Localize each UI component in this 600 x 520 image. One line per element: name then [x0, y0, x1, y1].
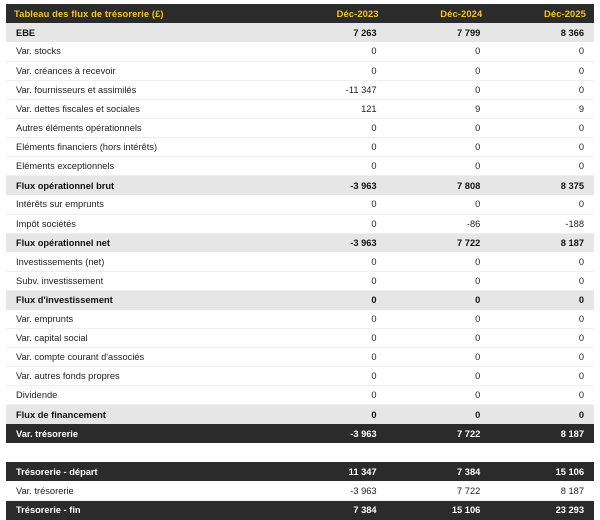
row-value-3: -188 — [490, 214, 594, 233]
table-row — [6, 500, 594, 519]
row-value-1: 11 347 — [283, 462, 387, 481]
row-value-3: 0 — [490, 61, 594, 80]
row-value-2: 0 — [387, 61, 491, 80]
row-value-3: 8 187 — [490, 233, 594, 252]
column-header-3: Déc-2025 — [544, 8, 586, 20]
row-value-1: -3 963 — [283, 424, 387, 443]
row-value-3: 0 — [490, 252, 594, 271]
row-label: Impôt sociétés — [6, 214, 283, 233]
table-header — [6, 4, 594, 23]
row-value-1: 121 — [283, 99, 387, 118]
row-value-3: 8 366 — [490, 23, 594, 42]
row-label: Trésorerie - départ — [6, 462, 283, 481]
row-label: Var. stocks — [6, 42, 283, 61]
table-row — [6, 386, 594, 405]
row-value-2: 7 799 — [387, 23, 491, 42]
table-row — [6, 481, 594, 500]
row-value-1: 0 — [283, 252, 387, 271]
row-value-2: 7 722 — [387, 424, 491, 443]
row-label: Var. autres fonds propres — [6, 367, 283, 386]
spacer-cell — [6, 443, 594, 462]
table-row — [6, 176, 594, 195]
table-body — [6, 23, 594, 519]
column-header-2: Déc-2024 — [440, 8, 483, 20]
row-value-3: 0 — [490, 42, 594, 61]
row-label: Var. créances à recevoir — [6, 61, 283, 80]
row-value-1: 0 — [283, 329, 387, 348]
row-value-3: 0 — [490, 119, 594, 138]
row-value-3: 23 293 — [490, 500, 594, 519]
table-row — [6, 138, 594, 157]
row-value-2: 0 — [387, 119, 491, 138]
row-value-1: 0 — [283, 367, 387, 386]
row-value-2: 0 — [387, 252, 491, 271]
row-value-2: 7 722 — [387, 233, 491, 252]
row-label: Eléments financiers (hors intérêts) — [6, 138, 283, 157]
table-row — [6, 348, 594, 367]
row-value-1: 0 — [283, 214, 387, 233]
row-value-2: 0 — [387, 271, 491, 290]
row-value-2: 0 — [387, 138, 491, 157]
row-value-2: 0 — [387, 80, 491, 99]
row-label: Var. compte courant d'associés — [6, 348, 283, 367]
header-row — [6, 4, 594, 23]
row-value-2: 0 — [387, 157, 491, 176]
row-value-1: 0 — [283, 138, 387, 157]
table-row — [6, 61, 594, 80]
row-value-1: 0 — [283, 157, 387, 176]
row-label: EBE — [6, 23, 283, 42]
row-value-1: 0 — [283, 386, 387, 405]
row-value-3: 0 — [490, 348, 594, 367]
row-value-3: 0 — [490, 195, 594, 214]
table-title: Tableau des flux de trésorerie (£) — [14, 8, 164, 20]
row-value-3: 8 187 — [490, 424, 594, 443]
row-value-2: 7 722 — [387, 481, 491, 500]
row-value-1: 0 — [283, 119, 387, 138]
row-value-1: -3 963 — [283, 481, 387, 500]
row-value-2: 0 — [387, 367, 491, 386]
row-value-2: 7 808 — [387, 176, 491, 195]
row-value-2: 0 — [387, 310, 491, 329]
table-row — [6, 80, 594, 99]
table-row — [6, 329, 594, 348]
row-value-1: 0 — [283, 310, 387, 329]
row-label: Flux opérationnel net — [6, 233, 283, 252]
table-row — [6, 214, 594, 233]
row-value-2: 0 — [387, 42, 491, 61]
row-value-2: 9 — [387, 99, 491, 118]
row-value-2: 7 384 — [387, 462, 491, 481]
row-value-1: 7 384 — [283, 500, 387, 519]
table-row — [6, 157, 594, 176]
row-value-3: 0 — [490, 157, 594, 176]
row-label: Autres éléments opérationnels — [6, 119, 283, 138]
row-value-1: -3 963 — [283, 176, 387, 195]
table-row — [6, 462, 594, 481]
row-value-3: 0 — [490, 271, 594, 290]
row-value-3: 9 — [490, 99, 594, 118]
row-value-2: 0 — [387, 290, 491, 309]
row-value-3: 0 — [490, 367, 594, 386]
row-value-3: 0 — [490, 310, 594, 329]
row-value-3: 15 106 — [490, 462, 594, 481]
row-value-1: 0 — [283, 195, 387, 214]
row-value-1: 0 — [283, 348, 387, 367]
column-header-1: Déc-2023 — [336, 8, 379, 20]
row-value-2: 0 — [387, 348, 491, 367]
row-value-1: 0 — [283, 271, 387, 290]
table-row — [6, 367, 594, 386]
row-value-3: 0 — [490, 386, 594, 405]
spacer-row — [6, 443, 594, 462]
row-value-1: 0 — [283, 42, 387, 61]
row-label: Eléments exceptionnels — [6, 157, 283, 176]
row-label: Var. emprunts — [6, 310, 283, 329]
row-value-1: 7 263 — [283, 23, 387, 42]
table-row — [6, 23, 594, 42]
row-label: Trésorerie - fin — [6, 500, 283, 519]
table-row — [6, 195, 594, 214]
table-row — [6, 405, 594, 424]
row-label: Var. fournisseurs et assimilés — [6, 80, 283, 99]
row-value-1: 0 — [283, 405, 387, 424]
row-value-1: -11 347 — [283, 80, 387, 99]
row-label: Flux opérationnel brut — [6, 176, 283, 195]
table-row — [6, 252, 594, 271]
row-value-3: 0 — [490, 80, 594, 99]
row-label: Flux d'investissement — [6, 290, 283, 309]
table-row — [6, 42, 594, 61]
row-value-3: 0 — [490, 138, 594, 157]
row-value-2: 0 — [387, 195, 491, 214]
row-value-3: 0 — [490, 290, 594, 309]
row-label: Flux de financement — [6, 405, 283, 424]
table-row — [6, 290, 594, 309]
table-row — [6, 271, 594, 290]
table-row — [6, 119, 594, 138]
row-label: Var. dettes fiscales et sociales — [6, 99, 283, 118]
row-value-2: 0 — [387, 386, 491, 405]
row-label: Var. trésorerie — [6, 424, 283, 443]
row-label: Investissements (net) — [6, 252, 283, 271]
cashflow-table — [6, 4, 594, 520]
row-value-2: 0 — [387, 329, 491, 348]
row-value-3: 0 — [490, 405, 594, 424]
row-label: Var. trésorerie — [6, 481, 283, 500]
row-value-2: -86 — [387, 214, 491, 233]
row-label: Dividende — [6, 386, 283, 405]
row-value-2: 0 — [387, 405, 491, 424]
row-value-3: 8 375 — [490, 176, 594, 195]
table-row — [6, 99, 594, 118]
row-value-1: 0 — [283, 61, 387, 80]
row-label: Subv. investissement — [6, 271, 283, 290]
table-row — [6, 310, 594, 329]
table-row — [6, 424, 594, 443]
row-value-3: 8 187 — [490, 481, 594, 500]
row-value-1: 0 — [283, 290, 387, 309]
row-label: Intérêts sur emprunts — [6, 195, 283, 214]
row-value-1: -3 963 — [283, 233, 387, 252]
table-row — [6, 233, 594, 252]
row-label: Var. capital social — [6, 329, 283, 348]
row-value-2: 15 106 — [387, 500, 491, 519]
row-value-3: 0 — [490, 329, 594, 348]
